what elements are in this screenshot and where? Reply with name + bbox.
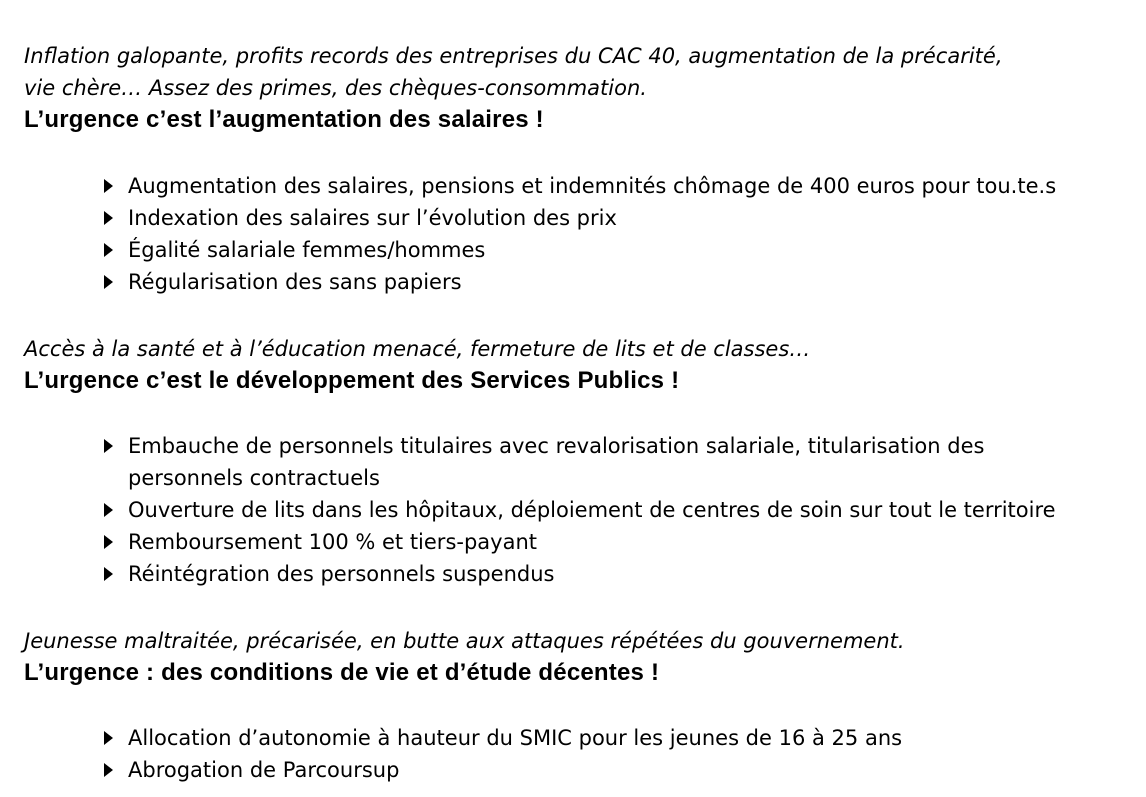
triangle-right-icon [104,535,113,549]
list-item-text: Réintégration des personnels suspendus [128,562,555,586]
list-item [104,266,1144,298]
list-item-text: Remboursement 100 % et tiers-payant [128,530,537,554]
list-item [104,202,1144,234]
intro-line: Accès à la santé et à l’éducation menacé, fermeture de lits et de classes… [24,337,811,361]
section-intro [24,333,1142,365]
list-item [104,754,1144,786]
list-item [104,430,1078,494]
triangle-right-icon [104,211,113,225]
triangle-right-icon [104,567,113,581]
list-item-text: Égalité salariale femmes/hommes [128,238,486,262]
intro-line: Jeunesse maltraitée, précarisée, en butte aux attaques répétées du gouvernement. [24,629,905,653]
list-item-text: Ouverture de lits dans les hôpitaux, déploiement de centres de soin sur tout le territoire [128,498,1056,522]
triangle-right-icon [104,763,113,777]
triangle-right-icon [104,243,113,257]
demands-list-jeunesse [104,722,1144,786]
section-headline: L’urgence c’est l’augmentation des salaires ! [24,106,544,133]
section-salaires [24,40,1142,136]
list-item-text: Régularisation des sans papiers [128,270,462,294]
section-jeunesse [24,625,1142,689]
triangle-right-icon [104,731,113,745]
list-item-text: Embauche de personnels titulaires avec revalorisation salariale, titularisation des personnels contractuels [128,434,985,490]
list-item-text: Augmentation des salaires, pensions et indemnités chômage de 400 euros pour tou.te.s [128,174,1057,198]
list-item [104,234,1144,266]
demands-list-services-publics [104,430,1144,590]
list-item [104,526,1144,558]
list-item-text: Allocation d’autonomie à hauteur du SMIC pour les jeunes de 16 à 25 ans [128,726,903,750]
section-intro [24,40,1142,104]
triangle-right-icon [104,179,113,193]
list-item-text: Abrogation de Parcoursup [128,758,400,782]
section-services-publics [24,333,1142,397]
intro-line: vie chère… Assez des primes, des chèques-consommation. [24,76,647,100]
intro-line: Inflation galopante, profits records des entreprises du CAC 40, augmentation de la précarité, [24,44,1003,68]
list-item [104,722,1144,754]
list-item [104,558,1144,590]
triangle-right-icon [104,439,113,453]
demands-list-salaires [104,170,1144,298]
section-intro [24,625,1142,657]
triangle-right-icon [104,275,113,289]
list-item-text: Indexation des salaires sur l’évolution des prix [128,206,617,230]
list-item [104,170,1144,202]
list-item [104,494,1144,526]
section-headline: L’urgence : des conditions de vie et d’étude décentes ! [24,659,660,686]
section-headline: L’urgence c’est le développement des Services Publics ! [24,367,680,394]
triangle-right-icon [104,503,113,517]
